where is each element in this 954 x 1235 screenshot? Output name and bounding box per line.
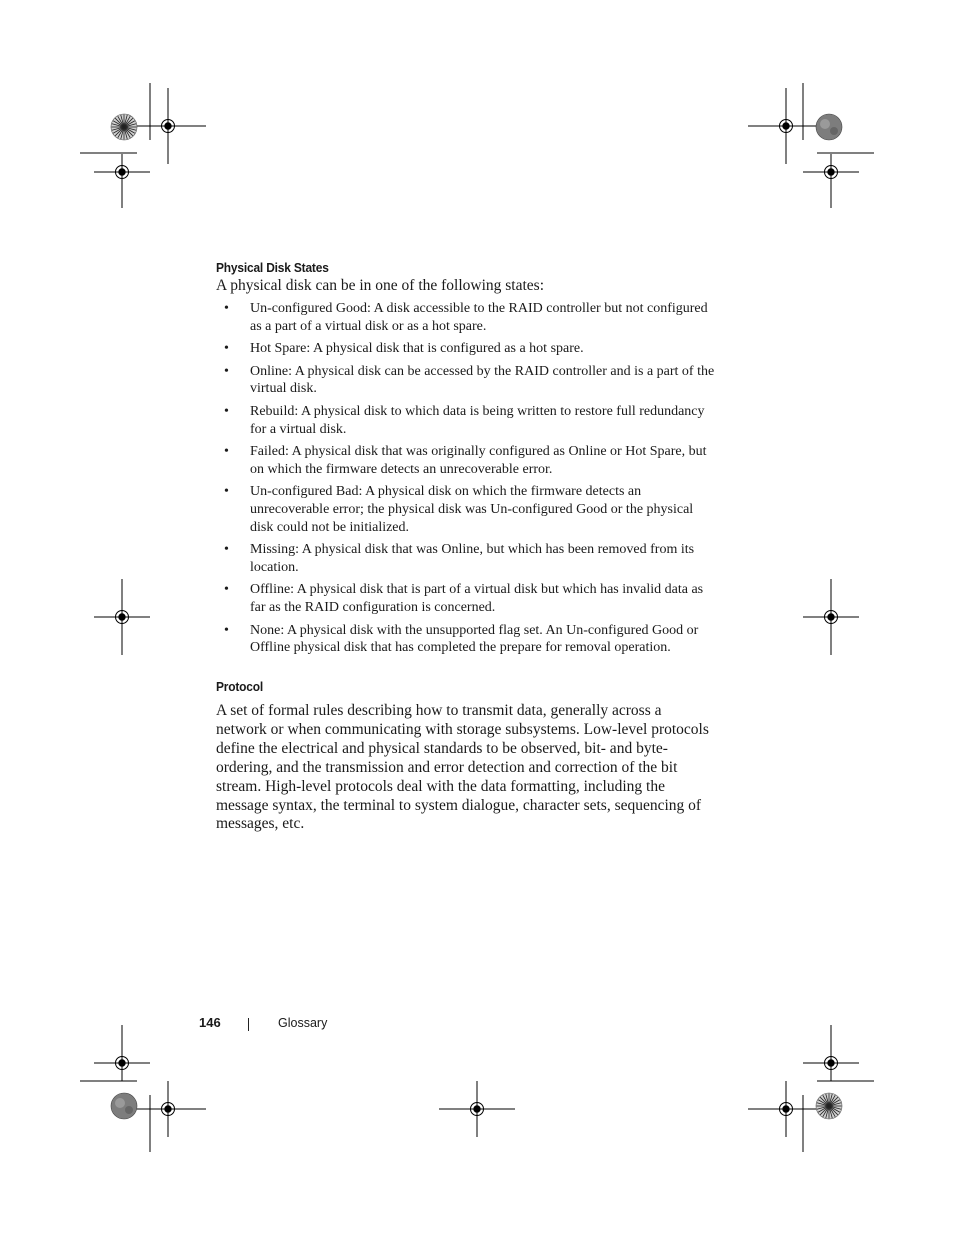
starburst-target-icon xyxy=(111,114,137,140)
list-item xyxy=(216,622,716,657)
list-item-text: Hot Spare: A physical disk that is configured as a hot spare. xyxy=(250,341,584,357)
intro-text: A physical disk can be in one of the following states: xyxy=(216,277,545,294)
footer-section-name: Glossary xyxy=(278,1016,328,1030)
page-number: 146 xyxy=(199,1015,221,1030)
list-item xyxy=(216,483,716,536)
bullet-icon: • xyxy=(224,341,229,357)
bullet-icon: • xyxy=(224,363,229,379)
list-item-text: None: A physical disk with the unsupported flag set. An Un-configured Good or Offline physical disk that has completed the prepare for removal operation. xyxy=(250,622,699,656)
section-heading-physical-disk-states: Physical Disk States xyxy=(216,260,329,275)
list-item xyxy=(216,363,716,398)
list-item-text: Failed: A physical disk that was originally configured as Online or Hot Spare, but on which the firmware detects an unrecoverable error. xyxy=(250,444,707,477)
list-item-text: Missing: A physical disk that was Online, but which has been removed from its location. xyxy=(250,542,695,575)
page-footer xyxy=(0,1015,954,1035)
section-heading-protocol: Protocol xyxy=(216,679,264,694)
bullet-icon: • xyxy=(224,444,229,460)
bullet-icon: • xyxy=(224,542,229,558)
starburst-target-icon xyxy=(816,1093,842,1119)
halftone-circle-icon xyxy=(111,1093,137,1119)
protocol-paragraph: A set of formal rules describing how to transmit data, generally across a network or when communicating with storage subsystems. Low-level protocols define the electrical and physical standards to be observed, bit- and byte-ordering, and the transmission and error detection and correction of the bit stream. High-level protocols deal with the data formatting, including the message syntax, the terminal to system dialogue, character sets, sequencing of messages, etc. xyxy=(216,702,709,833)
list-item xyxy=(216,541,716,576)
list-item xyxy=(216,581,716,616)
list-item-text: Online: A physical disk can be accessed by the RAID controller and is a part of the virtual disk. xyxy=(250,363,715,397)
footer-divider xyxy=(248,1018,249,1031)
bullet-icon: • xyxy=(224,301,229,316)
list-item xyxy=(216,403,716,438)
list-item xyxy=(216,443,716,478)
bullet-icon: • xyxy=(224,622,229,638)
list-item-text: Un-configured Good: A disk accessible to the RAID controller but not configured as a part of a virtual disk or as a hot spare. xyxy=(250,301,708,334)
bullet-icon: • xyxy=(224,484,229,500)
bullet-icon: • xyxy=(224,403,229,419)
list-item-text: Offline: A physical disk that is part of a virtual disk but which has invalid data as far as the RAID configuration is concerned. xyxy=(250,582,704,615)
list-item-text: Rebuild: A physical disk to which data is being written to restore full redundancy for a virtual disk. xyxy=(250,403,705,437)
halftone-circle-icon xyxy=(816,114,842,140)
states-list xyxy=(216,300,716,662)
bullet-icon: • xyxy=(224,582,229,598)
list-item xyxy=(216,300,716,335)
list-item-text: Un-configured Bad: A physical disk on which the firmware detects an unrecoverable error; the physical disk was Un-configured Good or the physical disk could not be initialized. xyxy=(250,484,694,535)
list-item xyxy=(216,340,716,358)
